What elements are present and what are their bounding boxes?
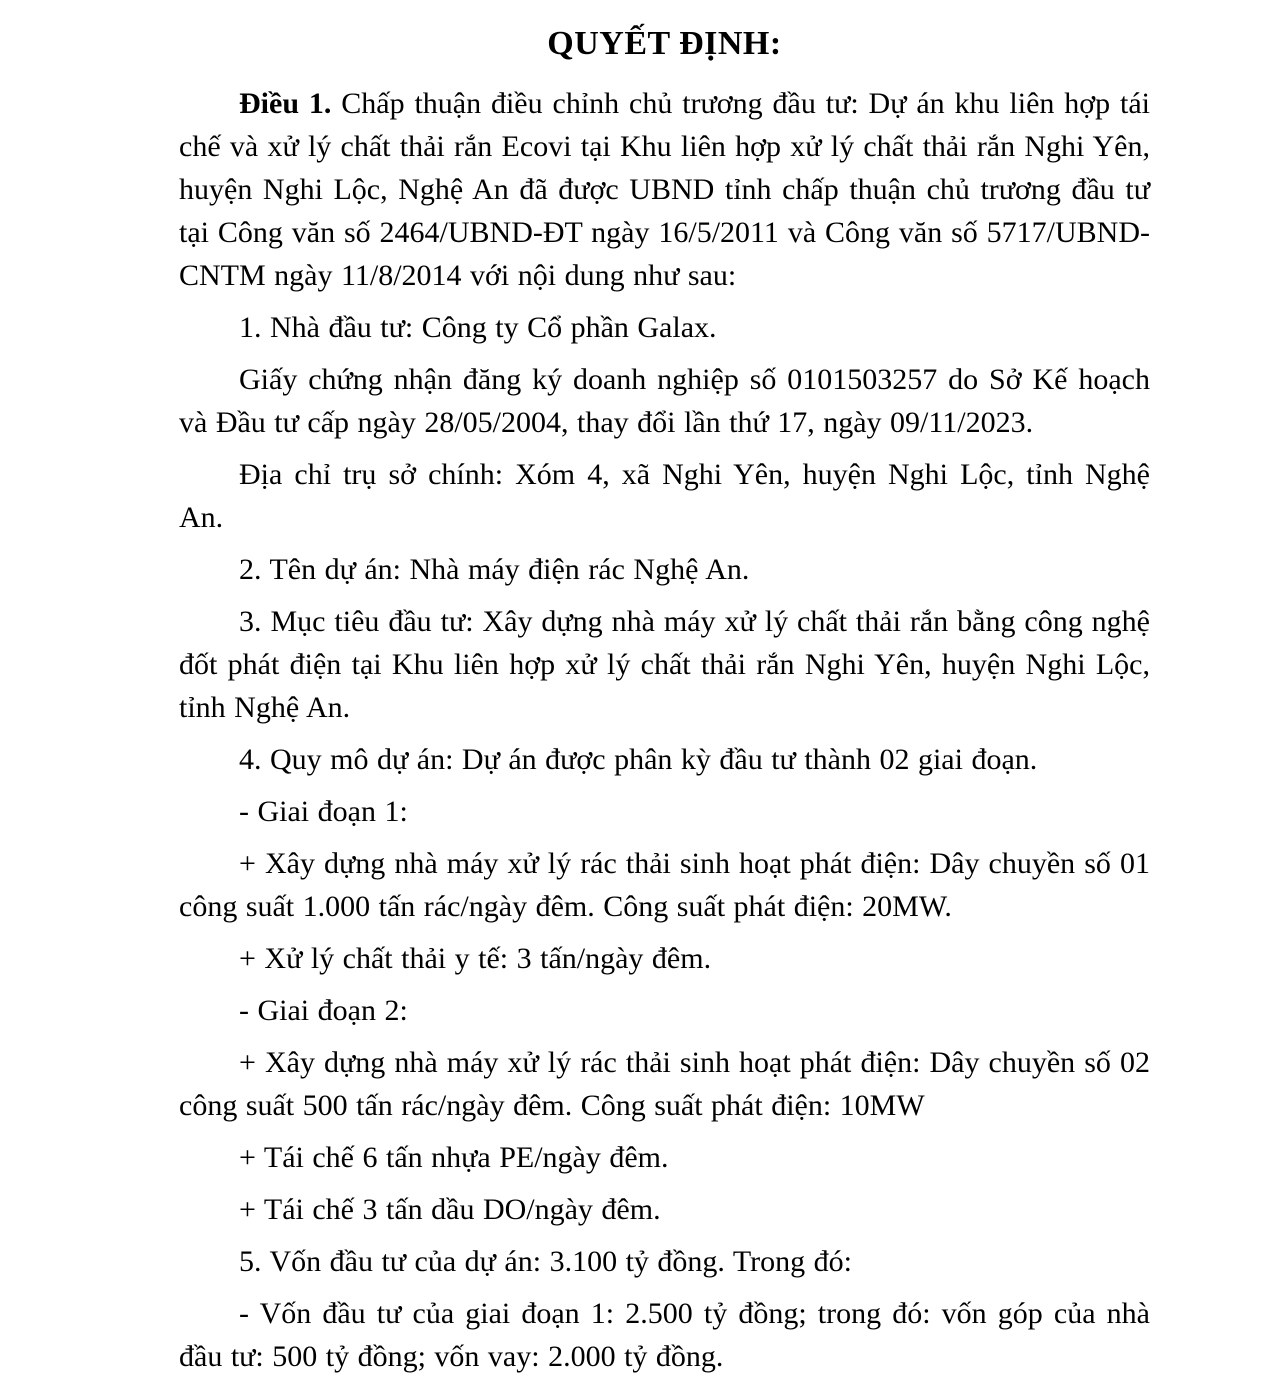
- paragraph-phase-1-medical-waste: + Xử lý chất thải y tế: 3 tấn/ngày đêm.: [239, 942, 712, 975]
- paragraph-phase-2-do-recycling: + Tái chế 3 tấn dầu DO/ngày đêm.: [239, 1193, 661, 1226]
- article-1-paragraph: [179, 82, 1150, 297]
- paragraph-phase-2-pe-recycling: + Tái chế 6 tấn nhựa PE/ngày đêm.: [239, 1141, 669, 1174]
- paragraph-investment-objective: 3. Mục tiêu đầu tư: Xây dựng nhà máy xử lý chất thải rắn bằng công nghệ đốt phát điện tại Khu liên hợp xử lý chất thải rắn Nghi Yên, huyện Nghi Lộc, tỉnh Nghệ An.: [179, 605, 1150, 724]
- paragraph-phase-1-investment: - Vốn đầu tư của giai đoạn 1: 2.500 tỷ đồng; trong đó: vốn góp của nhà đầu tư: 500 tỷ đồng; vốn vay: 2.000 tỷ đồng.: [179, 1297, 1150, 1373]
- paragraph-project-name: 2. Tên dự án: Nhà máy điện rác Nghệ An.: [239, 553, 750, 586]
- paragraph-investor: 1. Nhà đầu tư: Công ty Cổ phần Galax.: [239, 311, 717, 344]
- paragraph-project-scale: 4. Quy mô dự án: Dự án được phân kỳ đầu tư thành 02 giai đoạn.: [239, 743, 1038, 776]
- document-title: QUYẾT ĐỊNH:: [547, 25, 782, 62]
- paragraph-phase-2-heading: - Giai đoạn 2:: [239, 994, 408, 1027]
- article-1-text: Chấp thuận điều chỉnh chủ trương đầu tư: Dự án khu liên hợp tái chế và xử lý chất thải rắn Ecovi tại Khu liên hợp xử lý chất thải rắn Nghi Yên, huyện Nghi Lộc, Nghệ An đã được UBND tỉnh chấp thuận chủ trương đầu tư tại Công văn số 2464/UBND-ĐT ngày 16/5/2011 và Công văn số 5717/UBND-CNTM ngày 11/8/2014 với nội dung như sau:: [179, 87, 1150, 292]
- paragraph-phase-1-waste-plant: + Xây dựng nhà máy xử lý rác thải sinh hoạt phát điện: Dây chuyền số 01 công suất 1.000 tấn rác/ngày đêm. Công suất phát điện: 20MW.: [179, 847, 1150, 923]
- paragraph-phase-2-waste-plant: + Xây dựng nhà máy xử lý rác thải sinh hoạt phát điện: Dây chuyền số 02 công suất 500 tấn rác/ngày đêm. Công suất phát điện: 10MW: [179, 1046, 1150, 1122]
- article-1-label: Điều 1.: [239, 87, 332, 120]
- paragraph-total-investment: 5. Vốn đầu tư của dự án: 3.100 tỷ đồng. Trong đó:: [239, 1245, 852, 1278]
- paragraph-phase-1-heading: - Giai đoạn 1:: [239, 795, 408, 828]
- paragraph-head-office-address: Địa chỉ trụ sở chính: Xóm 4, xã Nghi Yên, huyện Nghi Lộc, tỉnh Nghệ An.: [179, 458, 1150, 534]
- paragraph-business-registration: Giấy chứng nhận đăng ký doanh nghiệp số 0101503257 do Sở Kế hoạch và Đầu tư cấp ngày 28/05/2004, thay đổi lần thứ 17, ngày 09/11/2023.: [179, 363, 1150, 439]
